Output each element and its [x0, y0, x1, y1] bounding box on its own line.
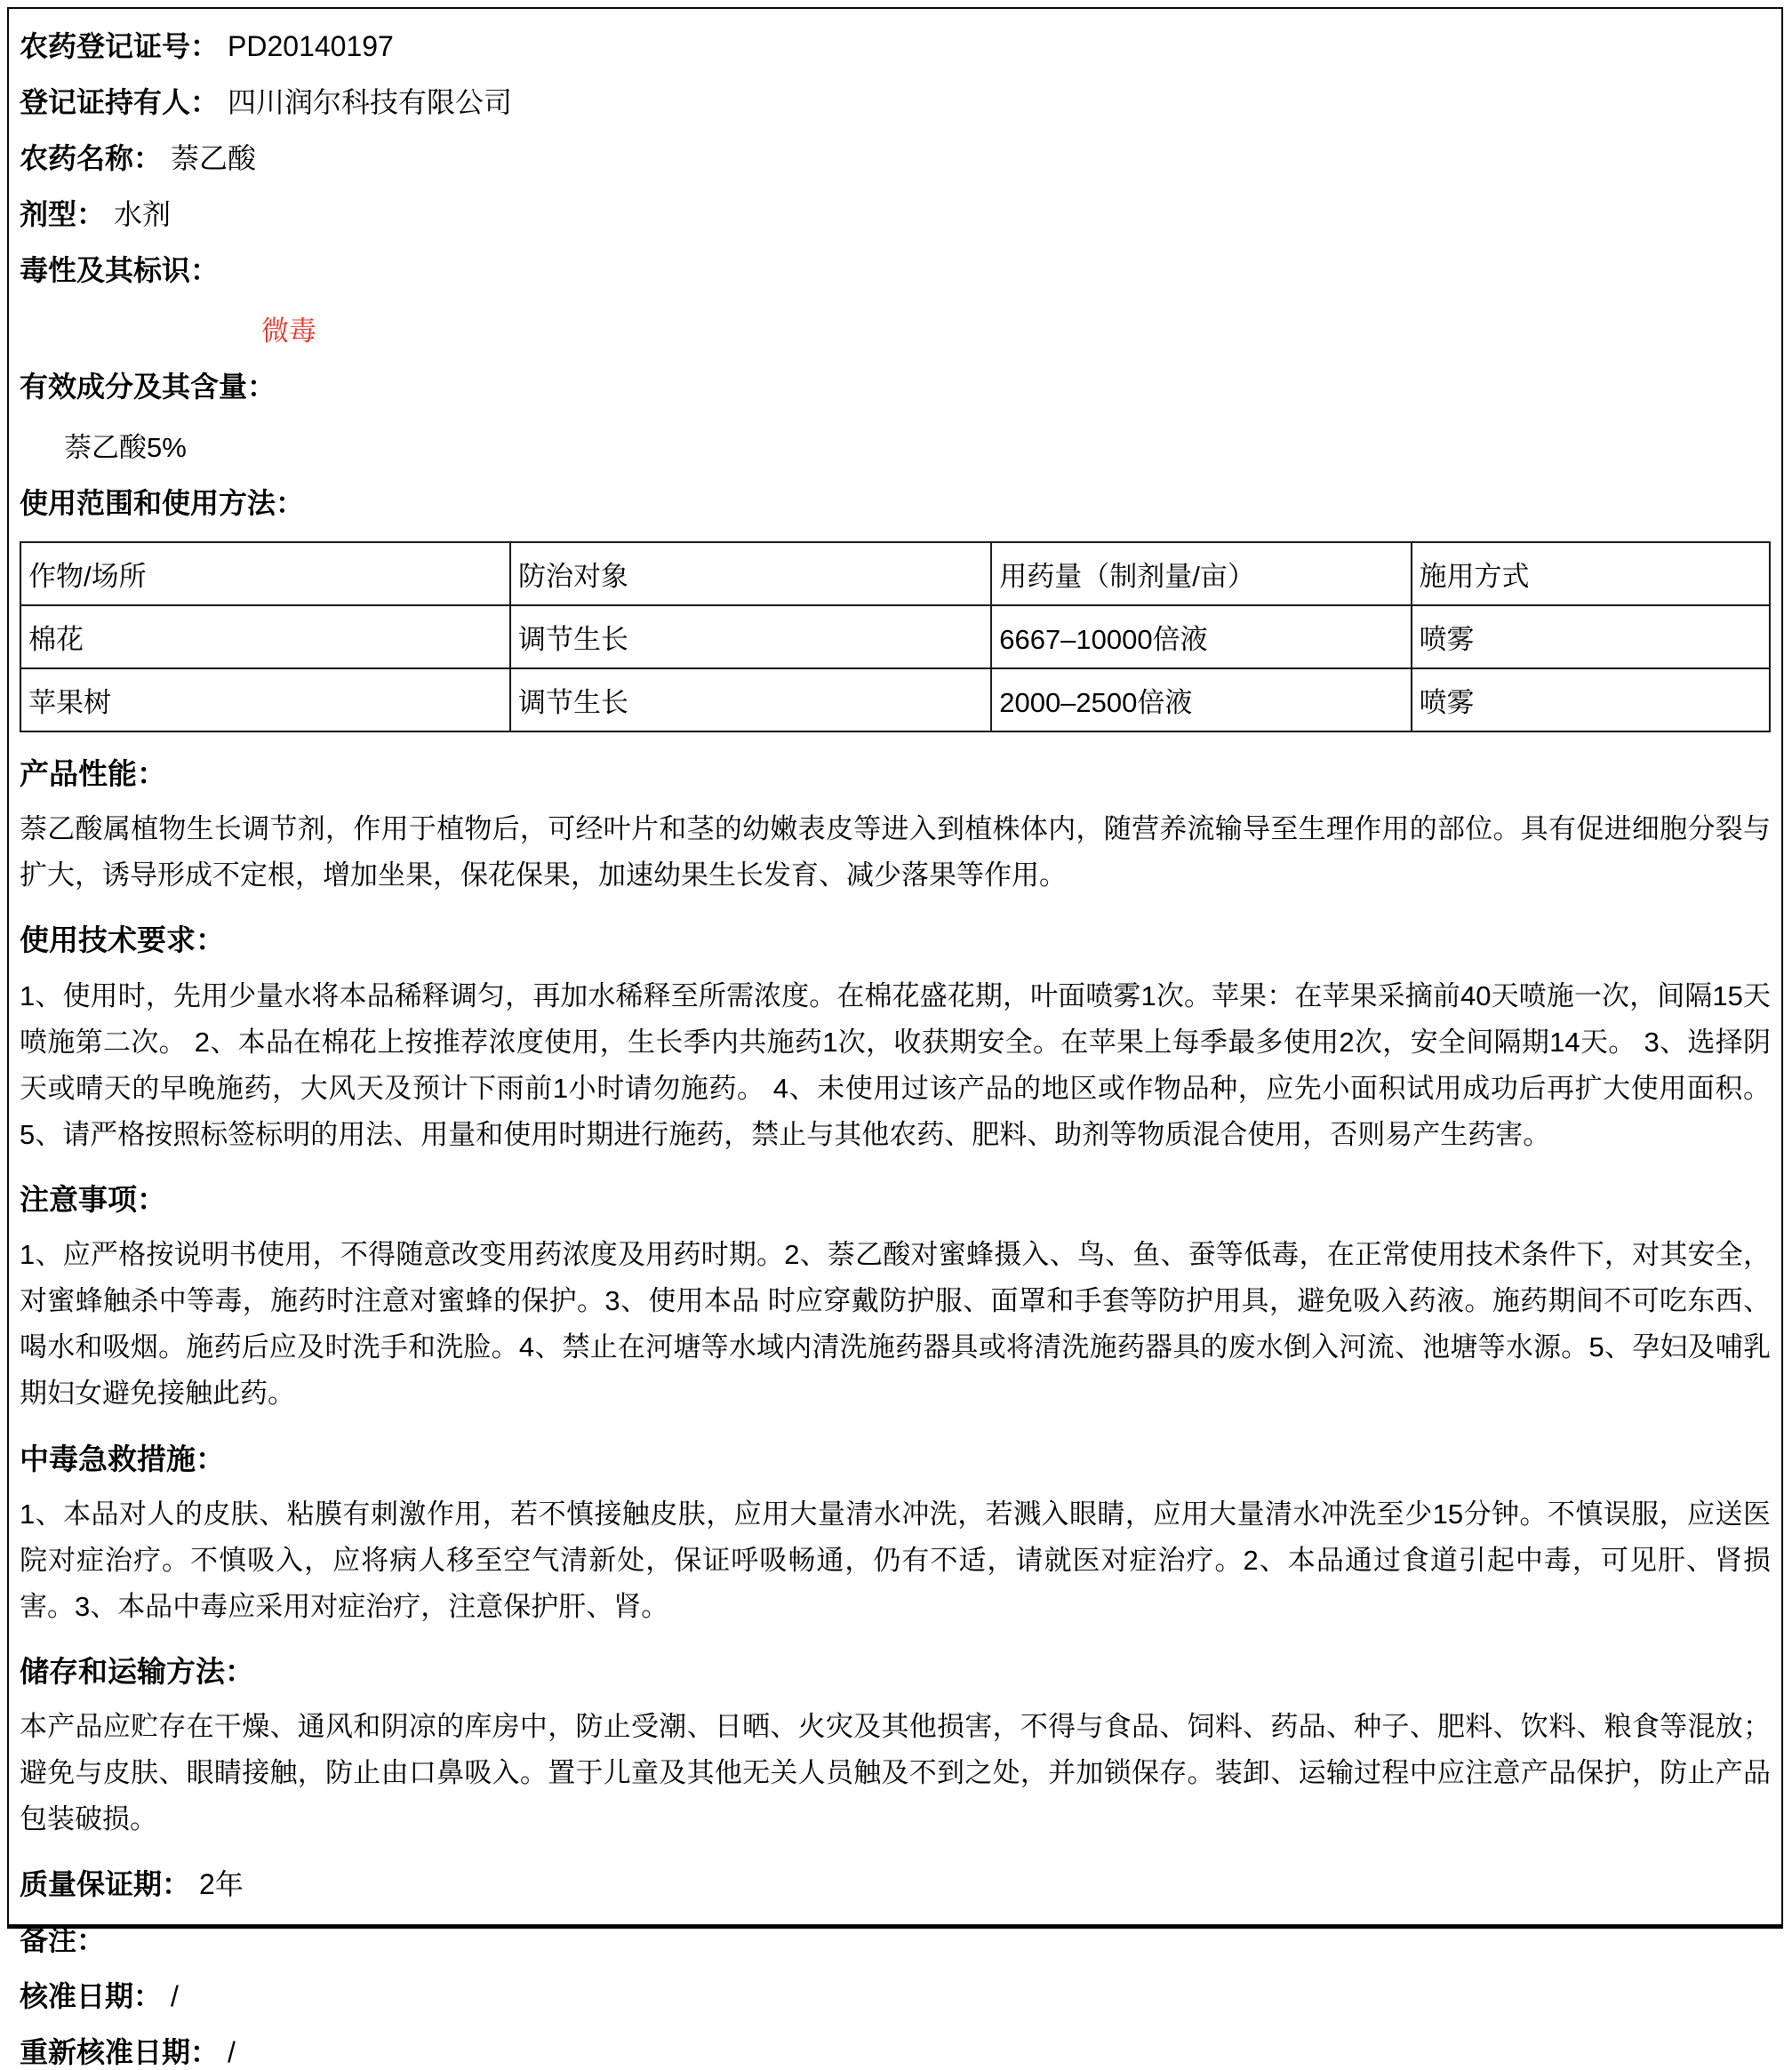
certificate-holder-label: 登记证持有人： [20, 86, 220, 118]
usage-table-header-crop: 作物/场所 [20, 542, 510, 605]
usage-cell-dosage: 2000–2500倍液 [991, 668, 1411, 731]
field-registration-number [20, 28, 1771, 64]
reapproval-date-value: / [228, 2035, 236, 2068]
storage-transport-heading: 储存和运输方法： [20, 1655, 254, 1689]
usage-cell-target: 调节生长 [510, 668, 991, 731]
usage-cell-method: 喷雾 [1412, 668, 1770, 731]
field-remarks [20, 1922, 1771, 1958]
product-performance-heading: 产品性能： [20, 757, 166, 790]
pesticide-name-value: 萘乙酸 [171, 142, 257, 174]
pesticide-name-label: 农药名称： [20, 142, 163, 174]
section-first-aid [20, 1441, 1771, 1630]
registration-detail-box [7, 7, 1783, 2068]
usage-table-header-dosage: 用药量（制剂量/亩） [991, 542, 1411, 605]
usage-cell-method: 喷雾 [1412, 605, 1770, 668]
usage-table-row-cotton [20, 605, 1770, 668]
reapproval-date-label: 重新核准日期： [20, 2035, 220, 2068]
certificate-holder-value: 四川润尔科技有限公司 [228, 86, 513, 118]
quality-guarantee-value: 2年 [199, 1867, 244, 1900]
usage-cell-crop: 苹果树 [20, 668, 510, 731]
section-storage-transport [20, 1653, 1771, 1842]
product-performance-body: 萘乙酸属植物生长调节剂，作用于植物后，可经叶片和茎的幼嫩表皮等进入到植株体内，随营养流输导至生理作用的部位。具有促进细胞分裂与扩大，诱导形成不定根，增加坐果，保花保果，加速幼果生长发育、减少落果等作用。 [20, 813, 1771, 891]
registration-number-label: 农药登记证号： [20, 30, 220, 62]
field-active-ingredient [20, 369, 1771, 404]
field-reapproval-date [20, 2034, 1771, 2070]
storage-transport-body: 本产品应贮存在干燥、通风和阴凉的库房中，防止受潮、日晒、火灾及其他损害，不得与食品、饲料、药品、种子、肥料、饮料、粮食等混放；避免与皮肤、眼睛接触，防止由口鼻吸入。置于儿童及其他无关人员触及不到之处，并加锁保存。装卸、运输过程中应注意产品保护，防止产品包装破损。 [20, 1711, 1771, 1835]
active-ingredient-value: 萘乙酸5% [64, 432, 187, 463]
formulation-label: 剂型： [20, 198, 106, 230]
usage-table-row-apple [20, 668, 1770, 731]
approval-date-label: 核准日期： [20, 1979, 163, 2012]
section-precautions [20, 1181, 1771, 1418]
field-approval-date [20, 1978, 1771, 2014]
quality-guarantee-label: 质量保证期： [20, 1867, 191, 1900]
usage-cell-target: 调节生长 [510, 605, 991, 668]
remarks-label: 备注： [20, 1923, 106, 1956]
field-quality-guarantee [20, 1866, 1771, 1902]
technical-requirements-heading: 使用技术要求： [20, 923, 225, 957]
usage-table-header-target: 防治对象 [510, 542, 991, 605]
precautions-body: 1、应严格按说明书使用，不得随意改变用药浓度及用药时期。2、萘乙酸对蜜蜂摄入、鸟、鱼、蚕等低毒，在正常使用技术条件下，对其安全，对蜜蜂触杀中等毒，施药时注意对蜜蜂的保护。3、使用本品 时应穿戴防护服、面罩和手套等防护用具，避免吸入药液。施药期间不可吃东西、喝水和吸烟。施药后应及时洗手和洗脸。4、禁止在河塘等水域内清洗施药器具或将清洗施药器具的废水倒入河流、池塘等水源。5、孕妇及哺乳期妇女避免接触此药。 [20, 1239, 1771, 1410]
field-toxicity [20, 252, 1771, 288]
usage-table-header-row [20, 542, 1770, 605]
first-aid-heading: 中毒急救措施： [20, 1442, 225, 1475]
field-formulation [20, 196, 1771, 232]
usage-table [20, 541, 1771, 732]
approval-date-value: / [171, 1979, 179, 2012]
active-ingredient-label: 有效成分及其含量： [20, 371, 276, 403]
usage-cell-crop: 棉花 [20, 605, 510, 668]
precautions-heading: 注意事项： [20, 1182, 166, 1216]
section-technical-requirements [20, 922, 1771, 1158]
usage-cell-dosage: 6667–10000倍液 [991, 605, 1411, 668]
toxicity-value: 微毒 [261, 316, 316, 347]
registration-number-value: PD20140197 [228, 30, 394, 62]
field-usage-scope [20, 485, 1771, 521]
field-certificate-holder [20, 84, 1771, 120]
formulation-value: 水剂 [114, 198, 172, 230]
section-product-performance [20, 755, 1771, 899]
usage-table-header-method: 施用方式 [1412, 542, 1770, 605]
toxicity-label: 毒性及其标识： [20, 254, 220, 286]
usage-scope-label: 使用范围和使用方法： [20, 487, 305, 519]
field-pesticide-name [20, 140, 1771, 176]
technical-requirements-body: 1、使用时，先用少量水将本品稀释调匀，再加水稀释至所需浓度。在棉花盛花期，叶面喷雾1次。苹果：在苹果采摘前40天喷施一次，间隔15天喷施第二次。 2、本品在棉花上按推荐浓度使用，生长季内共施药1次，收获期安全。在苹果上每季最多使用2次，安全间隔期14天。 3、选择阴天或晴天的早晚施药，大风天及预计下雨前1小时请勿施药。 4、未使用过该产品的地区或作物品种，应先小面积试用成功后再扩大使用面积。 5、请严格按照标签标明的用法、用量和使用时期进行施药，禁止与其他农药、肥料、助剂等物质混合使用，否则易产生药害。 [20, 979, 1771, 1150]
first-aid-body: 1、本品对人的皮肤、粘膜有刺激作用，若不慎接触皮肤，应用大量清水冲洗，若溅入眼睛，应用大量清水冲洗至少15分钟。不慎误服，应送医院对症治疗。不慎吸入，应将病人移至空气清新处，保证呼吸畅通，仍有不适，请就医对症治疗。2、本品通过食道引起中毒，可见肝、肾损害。3、本品中毒应采用对症治疗，注意保护肝、肾。 [20, 1498, 1771, 1622]
